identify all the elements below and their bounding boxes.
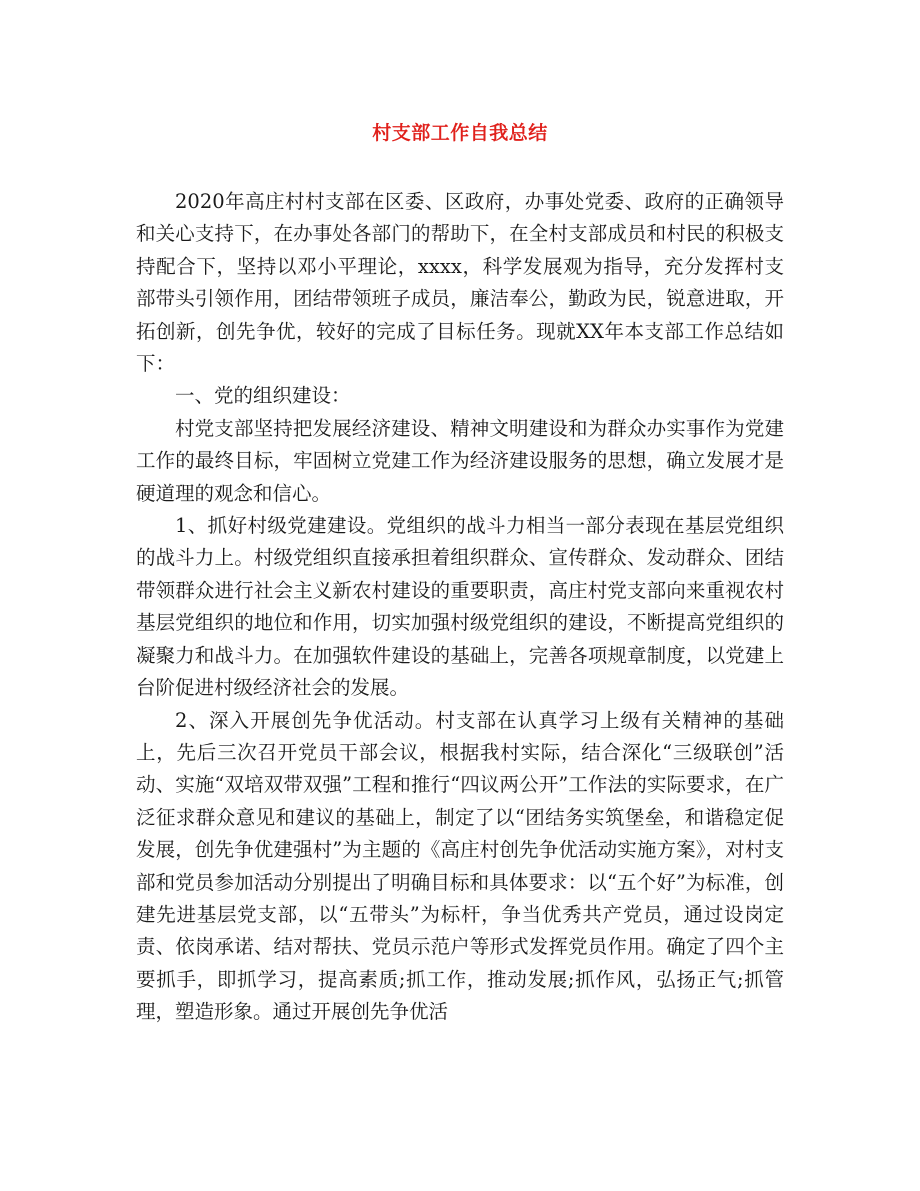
section-heading-party-organization: 一、党的组织建设： [175, 384, 351, 408]
paragraph-excellence-activity: 2、深入开展创先争优活动。村支部在认真学习上级有关精神的基础上，先后三次召开党员干部会议，根据我村实际，结合深化“三级联创”活动、实施“双培双带双强”工程和推行“四议两公开”工作法的实际要求，在广泛征求群众意见和建议的基础上，制定了以“团结务实筑堡垒，和谐稳定促发展，创先争优建强村”为主题的《高庄村创先争优活动实施方案》，对村支部和党员参加活动分别提出了明确目标和具体要求：以“五个好”为标准，创建先进基层党支部，以“五带头”为标杆，争当优秀共产党员，通过设岗定责、依岗承诺、结对帮扶、党员示范户等形式发挥党员作用。确定了四个主要抓手，即抓学习，提高素质;抓工作，推动发展;抓作风，弘扬正气;抓管理，塑造形象。通过开展创先争优活 [136, 708, 784, 1024]
paragraph-village-party-building: 1、抓好村级党建建设。党组织的战斗力相当一部分表现在基层党组织的战斗力上。村级党组织直接承担着组织群众、宣传群众、发动群众、团结带领群众进行社会主义新农村建设的重要职责，高庄村党支部向来重视农村基层党组织的地位和作用，切实加强村级党组织的建设，不断提高党组织的凝聚力和战斗力。在加强软件建设的基础上，完善各项规章制度，以党建上台阶促进村级经济社会的发展。 [136, 514, 784, 700]
paragraph-intro: 2020年高庄村村支部在区委、区政府，办事处党委、政府的正确领导和关心支持下，在办事处各部门的帮助下，在全村支部成员和村民的积极支持配合下，坚持以邓小平理论，xxxx，科学发展观为指导，充分发挥村支部带头引领作用，团结带领班子成员，廉洁奉公，勤政为民，锐意进取，开拓创新，创先争优，较好的完成了目标任务。现就XX年本支部工作总结如下： [136, 190, 784, 376]
document-title: 村支部工作自我总结 [372, 122, 548, 144]
paragraph-party-goal: 村党支部坚持把发展经济建设、精神文明建设和为群众办实事作为党建工作的最终目标，牢固树立党建工作为经济建设服务的思想，确立发展才是硬道理的观念和信心。 [136, 416, 784, 505]
document-body [136, 186, 784, 1029]
